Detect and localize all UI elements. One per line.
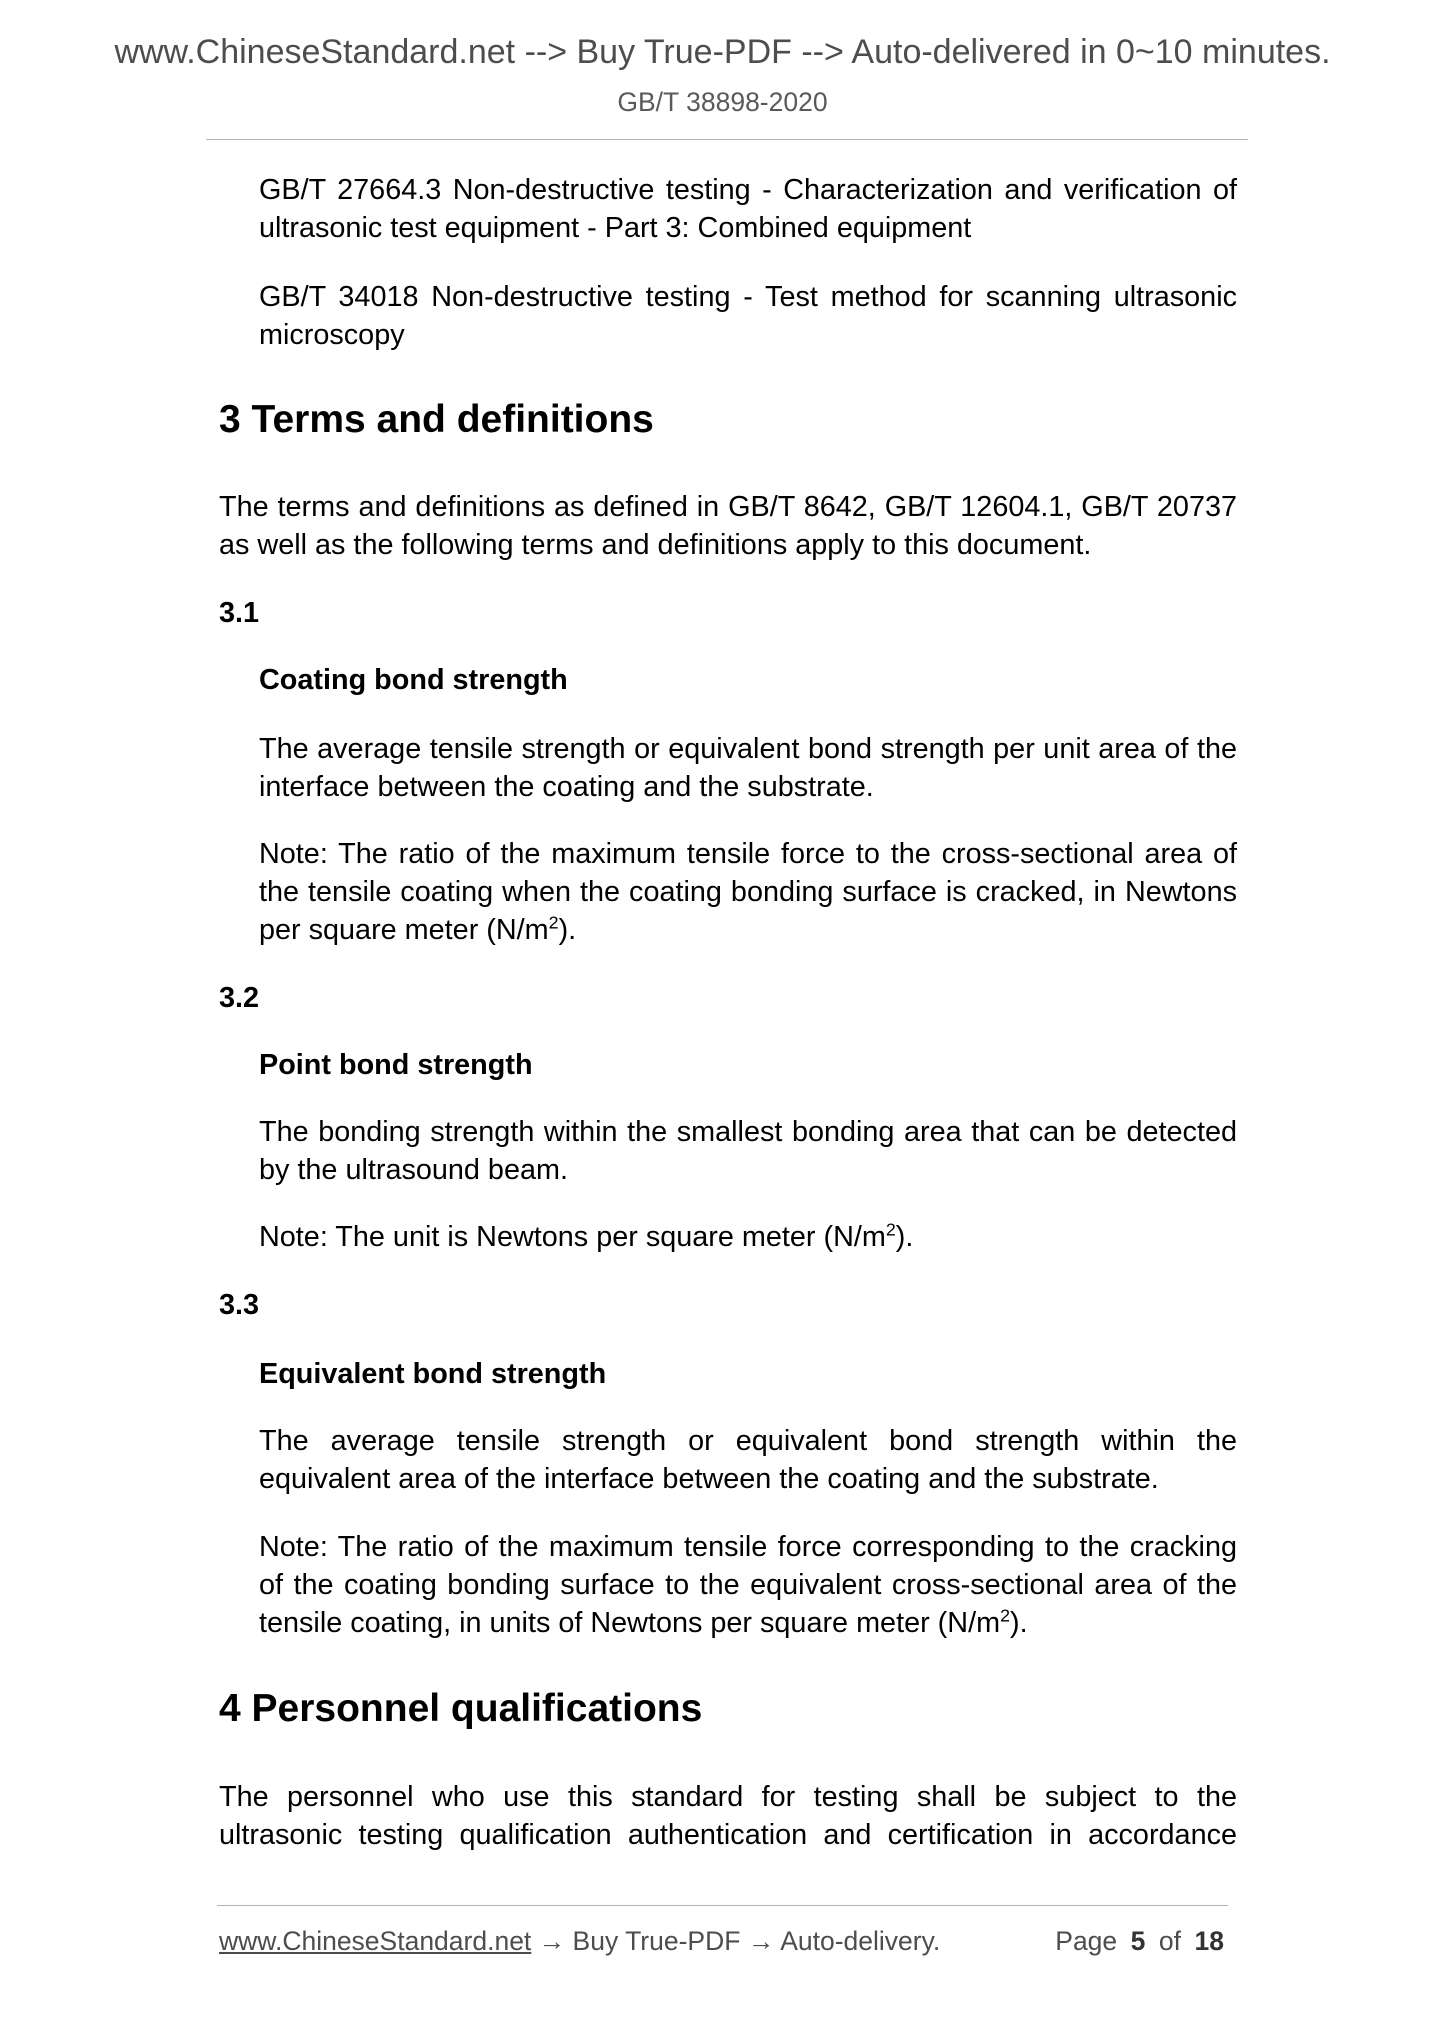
clause-number-3-2: 3.2 [219,982,260,1014]
term-title-3-2: Point bond strength [259,1049,533,1081]
page-total: 18 [1194,1926,1224,1956]
reference-line: ultrasonic test equipment - Part 3: Combined equipment [259,212,972,244]
footer-delivery-text: Auto-delivery. [780,1926,941,1956]
term-title-3-3: Equivalent bond strength [259,1358,607,1390]
document-code: GB/T 38898-2020 [617,87,828,117]
term-definition-3-1 [259,730,1237,806]
body-line: The personnel who use this standard for testing shall be subject to the [219,1781,1237,1813]
note-last-line [259,1604,1237,1642]
note-line: of the coating bonding surface to the equivalent cross-sectional area of the [259,1569,1237,1601]
note-line: Note: The ratio of the maximum tensile force corresponding to the cracking [259,1531,1237,1563]
term-note-3-3 [259,1528,1237,1642]
term-title-3-1: Coating bond strength [259,664,568,696]
note-text: per square meter (N/m [259,914,549,946]
page-indicator [1055,1924,1224,1958]
page-header-banner: www.ChineseStandard.net --> Buy True-PDF --> Auto-delivered in 0~10 minutes. [114,33,1331,71]
term-note-3-1 [259,835,1237,949]
reference-entry [259,171,1237,247]
section-4-body [219,1778,1237,1854]
reference-entry [259,278,1237,354]
note-last-line [259,911,1237,949]
clause-number-3-1: 3.1 [219,597,260,629]
footer-site-link[interactable]: www.ChineseStandard.net [219,1926,532,1956]
term-definition-3-3 [259,1422,1237,1498]
definition-line: The average tensile strength or equivalent bond strength within the [259,1425,1237,1457]
reference-line: microscopy [259,319,405,351]
footer-divider [217,1905,1228,1906]
definition-line: interface between the coating and the substrate. [259,771,874,803]
header-divider [206,139,1248,140]
note-text: tensile coating, in units of Newtons per square meter (N/m [259,1607,1001,1639]
definition-line: equivalent area of the interface between the coating and the substrate. [259,1463,1159,1495]
intro-line: as well as the following terms and definitions apply to this document. [219,529,1092,561]
superscript: 2 [548,912,559,933]
note-tail: ). [558,914,577,946]
note-line: the tensile coating when the coating bonding surface is cracked, in Newtons [259,876,1237,908]
note-tail: ). [895,1221,914,1253]
page-current: 5 [1130,1926,1146,1956]
page-label: Page [1055,1926,1118,1956]
note-line: Note: The ratio of the maximum tensile force to the cross-sectional area of [259,838,1237,870]
note-last-line [259,1218,1237,1256]
definition-line: by the ultrasound beam. [259,1154,568,1186]
term-note-3-2 [259,1218,1237,1256]
footer-buy-text: Buy True-PDF [572,1926,741,1956]
intro-line: The terms and definitions as defined in GB/T 8642, GB/T 12604.1, GB/T 20737 [219,491,1237,523]
page-of: of [1158,1926,1182,1956]
body-line: ultrasonic testing qualification authentication and certification in accordance [219,1819,1237,1851]
section-3-intro [219,488,1237,564]
superscript: 2 [885,1219,896,1240]
superscript: 2 [1000,1605,1010,1626]
section-heading-4: 4 Personnel qualifications [219,1687,703,1730]
term-definition-3-2 [259,1113,1237,1189]
arrow-right-icon: → [538,1926,566,1956]
arrow-right-icon: → [747,1926,775,1956]
definition-line: The bonding strength within the smallest bonding area that can be detected [259,1116,1237,1148]
clause-number-3-3: 3.3 [219,1289,260,1321]
definition-line: The average tensile strength or equivalent bond strength per unit area of the [259,733,1237,765]
reference-line: GB/T 34018 Non-destructive testing - Test method for scanning ultrasonic [259,281,1237,313]
section-heading-3: 3 Terms and definitions [219,398,654,441]
note-text: Note: The unit is Newtons per square meter (N/m [259,1221,886,1253]
reference-line: GB/T 27664.3 Non-destructive testing - Characterization and verification of [259,174,1237,206]
footer-promo [219,1924,940,1958]
note-tail: ). [1010,1607,1028,1639]
